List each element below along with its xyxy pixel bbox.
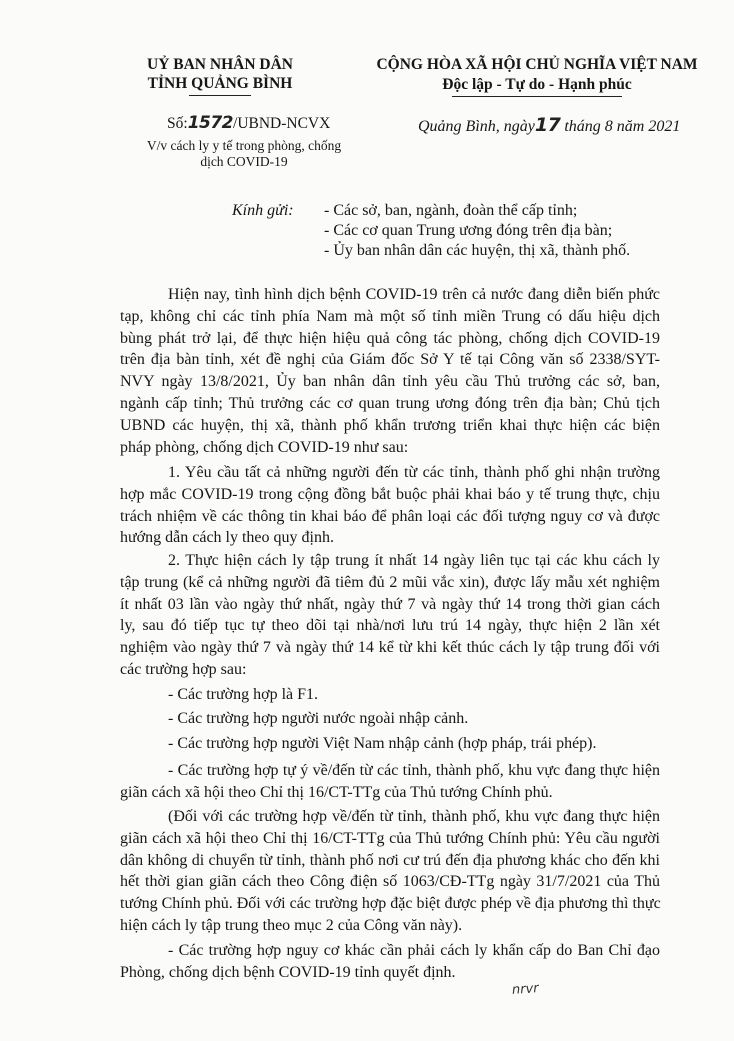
recipients-label: Kính gửi:: [232, 202, 294, 219]
paragraph-line: trách nhiệm về các thông tin khai báo để phân loại các đối tượng nguy cơ và được: [120, 507, 660, 525]
agency-underline: [189, 95, 251, 96]
paragraph-line: pháp phòng, chống dịch COVID-19 như sau:: [120, 438, 409, 456]
handwritten-day: 17: [534, 114, 561, 136]
paragraph-line: ly, sau đó tiếp tục tự theo dõi tại nhà/nơi lưu trú 14 ngày, thực hiện 2 lần xét: [120, 617, 660, 635]
motto: Độc lập - Tự do - Hạnh phúc: [442, 76, 632, 93]
doc-number-suffix: /UBND-NCVX: [233, 115, 331, 132]
paragraph-line: các trường hợp sau:: [120, 660, 247, 678]
issuing-agency: [120, 55, 320, 96]
subject-line-2: dịch COVID-19: [200, 154, 288, 169]
handwritten-initials: nrvr: [511, 981, 540, 998]
document-number: [167, 113, 330, 133]
paragraph-line: bùng phát trở lại, để thực hiện hiệu quả công tác phòng, chống dịch COVID-19: [120, 329, 660, 347]
paragraph-line: (Đối với các trường hợp về/đến từ tỉnh, thành phố, khu vực đang thực hiện: [168, 808, 660, 825]
agency-line-1: UỶ BAN NHÂN DÂN: [147, 56, 293, 73]
paragraph-line: Phòng, chống dịch bệnh COVID-19 tỉnh quyết định.: [120, 963, 456, 981]
paragraph-line: Hiện nay, tình hình dịch bệnh COVID-19 trên cả nước đang diễn biến phức: [168, 286, 660, 303]
paragraph-line: trên địa bàn tỉnh, xét đề nghị của Giám đốc Sở Y tế tại Công văn số 2338/SYT-: [120, 351, 660, 369]
paragraph-line: dân không di chuyển từ tỉnh, thành phố nơi cư trú đến địa phương khác cho đến khi: [120, 851, 660, 869]
agency-line-2: TỈNH QUẢNG BÌNH: [147, 75, 293, 92]
note-paragraph: [120, 806, 660, 937]
subject-line-1: V/v cách ly y tế trong phòng, chống: [146, 138, 342, 153]
paragraph-line: tập trung (kể cả những người đã tiêm đủ 2 mũi vắc xin), được lấy mẫu xét nghiệm: [120, 573, 660, 591]
paragraph-line: hết thời gian giãn cách theo Công điện số 1063/CĐ-TTg ngày 31/7/2021 của Thủ: [120, 873, 660, 891]
case-4-paragraph: [120, 760, 660, 804]
case-5-paragraph: [120, 940, 660, 984]
paragraph-line: hướng dẫn cách ly theo quy định.: [120, 529, 334, 547]
date-prefix: Quảng Bình, ngày: [418, 118, 535, 135]
paragraph-line: tạp, không chỉ các tỉnh phía Nam mà một số tỉnh miền Trung có dấu hiệu dịch: [120, 307, 660, 325]
paragraph-line: tướng Chính phủ. Đối với các trường hợp đặc biệt được phép về địa phương thì thực: [120, 895, 661, 913]
case-item: - Các trường hợp là F1.: [168, 686, 319, 703]
date-suffix: tháng 8 năm 2021: [560, 118, 681, 135]
motto-underline: [452, 96, 622, 97]
intro-paragraph: [120, 284, 660, 458]
case-item: - Các trường hợp người nước ngoài nhập cảnh.: [168, 710, 469, 727]
paragraph-line: nghiệm vào ngày thứ 7 và ngày thứ 14 kể từ khi kết thúc cách ly tập trung đối với: [120, 639, 660, 657]
paragraph-line: 1. Yêu cầu tất cả những người đến từ các tỉnh, thành phố ghi nhận trường: [168, 464, 660, 481]
recipient-item: - Các sở, ban, ngành, đoàn thể cấp tỉnh;: [324, 202, 578, 219]
item-1-paragraph: [120, 462, 660, 549]
case-item: - Các trường hợp người Việt Nam nhập cảnh (hợp pháp, trái phép).: [168, 735, 597, 752]
subject-summary: [134, 138, 354, 170]
paragraph-line: - Các trường hợp tự ý về/đến từ các tỉnh, thành phố, khu vực đang thực hiện: [168, 762, 660, 779]
recipient-item: - Các cơ quan Trung ương đóng trên địa bàn;: [324, 222, 613, 239]
recipient-item: - Ủy ban nhân dân các huyện, thị xã, thành phố.: [324, 242, 631, 259]
paragraph-line: - Các trường hợp nguy cơ khác cần phải cách ly khẩn cấp do Ban Chỉ đạo: [168, 942, 660, 959]
paragraph-line: 2. Thực hiện cách ly tập trung ít nhất 14 ngày liên tục tại các khu cách ly: [168, 552, 660, 569]
paragraph-line: hiện cách ly tập trung theo mục 2 của Công văn này).: [120, 916, 463, 934]
item-2-paragraph: [120, 550, 660, 681]
paragraph-line: giãn cách xã hội theo Chỉ thị 16/CT-TTg của Thủ tướng Chính phủ: Yêu cầu người: [120, 829, 660, 847]
nation-title: CỘNG HÒA XÃ HỘI CHỦ NGHĨA VIỆT NAM: [376, 56, 698, 73]
paragraph-line: ngành cấp tỉnh; Thủ trưởng các cơ quan trung ương đóng trên địa bàn; Chủ tịch: [120, 394, 660, 412]
national-motto: [352, 55, 722, 97]
paragraph-line: UBND các huyện, thị xã, thành phố khẩn trương triển khai thực hiện các biện: [120, 416, 660, 434]
paragraph-line: NVY ngày 13/8/2021, Ủy ban nhân dân tỉnh yêu cầu Thủ trưởng các sở, ban,: [120, 373, 660, 391]
paragraph-line: hợp mắc COVID-19 trong cộng đồng bắt buộc phải khai báo y tế trung thực, chịu: [120, 485, 660, 503]
doc-number-prefix: Số:: [167, 115, 188, 132]
paragraph-line: giãn cách xã hội theo Chỉ thị 16/CT-TTg của Thủ tướng Chính phủ.: [120, 783, 553, 801]
handwritten-doc-number: 1572: [187, 113, 234, 133]
paragraph-line: ít nhất 03 lần vào ngày thứ nhất, ngày thứ 7 và ngày thứ 14 trong thời gian cách: [120, 595, 660, 613]
issue-date: [418, 114, 680, 136]
